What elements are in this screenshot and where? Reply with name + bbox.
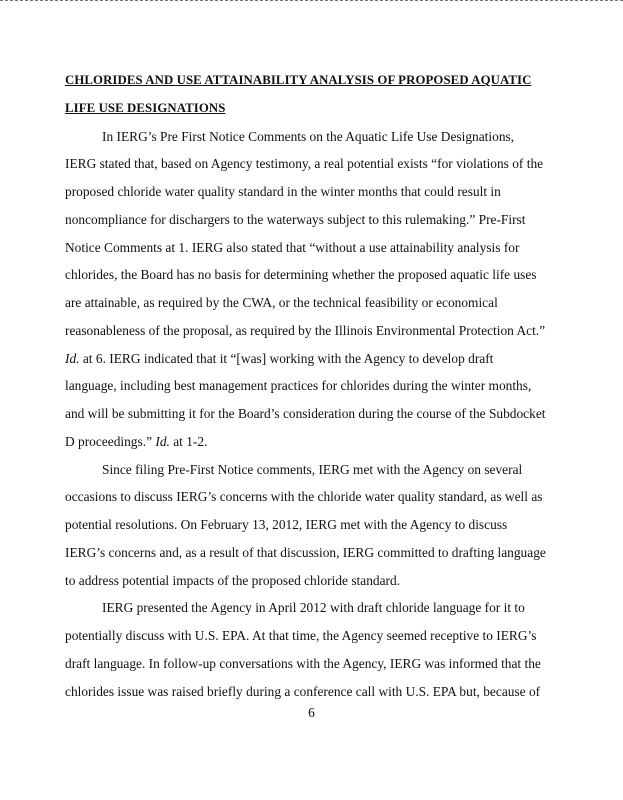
text-line — [65, 594, 525, 622]
document-page — [65, 67, 546, 705]
text-segment: In IERG’s Pre First Notice Comments on the Aquatic Life Use Designations, — [102, 128, 515, 144]
text-line — [65, 150, 544, 178]
text-line — [65, 261, 537, 289]
text-line — [65, 234, 525, 262]
text-line — [65, 372, 532, 400]
text-segment: IERG presented the Agency in April 2012 with draft chloride language for it to — [102, 600, 525, 616]
text-segment: IERG’s concerns and, as a result of that discussion, IERG committed to drafting language — [65, 544, 546, 560]
text-segment: D proceedings.” — [65, 433, 156, 449]
text-line — [65, 650, 541, 678]
text-segment: to address potential impacts of the proposed chloride standard. — [65, 572, 401, 588]
text-segment: noncompliance for dischargers to the waterways subject to this rulemaking.” Pre-First — [65, 211, 526, 227]
text-segment: at 1-2. — [169, 433, 208, 449]
text-line — [65, 567, 525, 595]
citation-id: Id. — [65, 350, 80, 366]
text-segment: potential resolutions. On February 13, 2012, IERG met with the Agency to discuss — [65, 517, 508, 532]
text-segment: language, including best management practices for chlorides during the winter months, — [65, 378, 532, 394]
citation-id: Id. — [155, 433, 170, 449]
section-heading-line-2: LIFE USE DESIGNATIONS — [65, 100, 226, 115]
text-segment: reasonableness of the proposal, as required by the Illinois Environmental Protection Act.” — [65, 322, 546, 338]
text-line — [65, 345, 525, 373]
text-segment: are attainable, as required by the CWA, or the technical feasibility or economical — [65, 295, 498, 310]
text-line — [65, 289, 525, 317]
text-segment: proposed chloride water quality standard in the winter months that could result in — [65, 184, 501, 199]
text-line — [65, 678, 541, 706]
text-segment: draft language. In follow-up conversations with the Agency, IERG was informed that the — [65, 655, 541, 671]
text-segment: Notice Comments at 1. IERG also stated that “without a use attainability analysis for — [65, 239, 520, 255]
text-segment: at 6. IERG indicated that it “[was] working with the Agency to develop draft — [79, 350, 494, 366]
page-top-edge — [0, 0, 623, 1]
text-line — [65, 428, 525, 456]
body-text — [65, 123, 546, 706]
page-number: 6 — [308, 705, 315, 720]
text-line — [65, 539, 546, 567]
text-segment: IERG stated that, based on Agency testimony, a real potential exists “for violations of the — [65, 156, 544, 172]
text-line — [65, 178, 525, 206]
text-segment: and will be submitting it for the Board’s consideration during the course of the Subdocket — [65, 406, 546, 421]
text-line — [65, 483, 543, 511]
text-line — [65, 400, 546, 428]
section-heading-line-1: CHLORIDES AND USE ATTAINABILITY ANALYSIS OF PROPOSED AQUATIC — [65, 73, 532, 87]
text-segment: potentially discuss with U.S. EPA. At that time, the Agency seemed receptive to IERG’s — [65, 628, 537, 643]
text-line — [65, 622, 537, 650]
text-segment: Since filing Pre-First Notice comments, IERG met with the Agency on several — [102, 461, 523, 477]
text-segment: occasions to discuss IERG’s concerns with the chloride water quality standard, as well as — [65, 489, 543, 505]
text-segment: chlorides, the Board has no basis for determining whether the proposed aquatic life uses — [65, 267, 537, 283]
text-line — [65, 456, 525, 484]
text-line — [65, 511, 525, 539]
text-line — [65, 317, 546, 345]
text-line — [65, 206, 525, 234]
text-segment: chlorides issue was raised briefly during a conference call with U.S. EPA but, because of — [65, 683, 541, 699]
text-line — [65, 123, 525, 151]
